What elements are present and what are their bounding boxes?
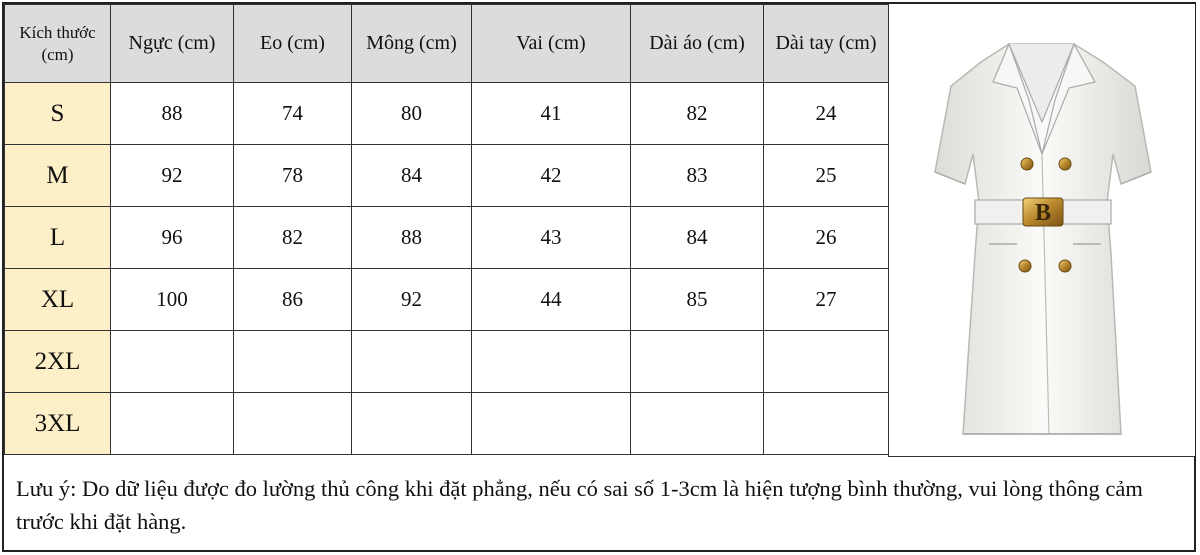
measurement-cell: 27 [764, 269, 889, 331]
measurement-cell [631, 331, 764, 393]
size-label: XL [5, 269, 111, 331]
white-blazer-dress-icon [889, 4, 1195, 456]
measurement-cell: 84 [631, 207, 764, 269]
measurement-cell: 25 [764, 145, 889, 207]
header-size: Kích thước (cm) [5, 5, 111, 83]
measurement-cell [764, 393, 889, 455]
measurement-cell: 92 [352, 269, 472, 331]
header-shoulder: Vai (cm) [472, 5, 631, 83]
measurement-cell [472, 331, 631, 393]
measurement-cell [111, 331, 234, 393]
measurement-cell [352, 393, 472, 455]
measurement-cell [352, 331, 472, 393]
size-label: 3XL [5, 393, 111, 455]
size-row [5, 269, 889, 331]
measurement-cell [234, 393, 352, 455]
measurement-cell: 88 [352, 207, 472, 269]
measurement-cell: 92 [111, 145, 234, 207]
size-table [4, 4, 889, 455]
measurement-cell: 43 [472, 207, 631, 269]
measurement-cell [234, 331, 352, 393]
header-length: Dài áo (cm) [631, 5, 764, 83]
measurement-cell [764, 331, 889, 393]
size-label: M [5, 145, 111, 207]
measurement-cell [472, 393, 631, 455]
header-hip: Mông (cm) [352, 5, 472, 83]
measurement-cell: 96 [111, 207, 234, 269]
size-label: L [5, 207, 111, 269]
measurement-cell: 44 [472, 269, 631, 331]
size-label: S [5, 83, 111, 145]
measurement-cell: 41 [472, 83, 631, 145]
measurement-cell: 85 [631, 269, 764, 331]
size-label: 2XL [5, 331, 111, 393]
size-row [5, 331, 889, 393]
measurement-cell: 26 [764, 207, 889, 269]
measurement-cell: 24 [764, 83, 889, 145]
measurement-cell: 88 [111, 83, 234, 145]
size-row [5, 207, 889, 269]
header-row [5, 5, 889, 83]
size-row [5, 145, 889, 207]
measurement-cell: 80 [352, 83, 472, 145]
measurement-cell [631, 393, 764, 455]
measurement-cell: 84 [352, 145, 472, 207]
measurement-cell: 42 [472, 145, 631, 207]
measurement-cell [111, 393, 234, 455]
header-sleeve: Dài tay (cm) [764, 5, 889, 83]
measurement-cell: 100 [111, 269, 234, 331]
measurement-note: Lưu ý: Do dữ liệu được đo lường thủ công khi đặt phẳng, nếu có sai số 1-3cm là hiện tượng bình thường, vui lòng thông cảm trước khi đặt hàng. [16, 476, 1143, 534]
measurement-cell: 83 [631, 145, 764, 207]
product-photo [888, 4, 1195, 457]
header-waist: Eo (cm) [234, 5, 352, 83]
measurement-cell: 86 [234, 269, 352, 331]
belt-buckle-letter: B [1034, 200, 1052, 226]
size-row [5, 393, 889, 455]
measurement-cell: 74 [234, 83, 352, 145]
measurement-cell: 78 [234, 145, 352, 207]
measurement-cell: 82 [234, 207, 352, 269]
size-row [5, 83, 889, 145]
header-chest: Ngực (cm) [111, 5, 234, 83]
measurement-cell: 82 [631, 83, 764, 145]
